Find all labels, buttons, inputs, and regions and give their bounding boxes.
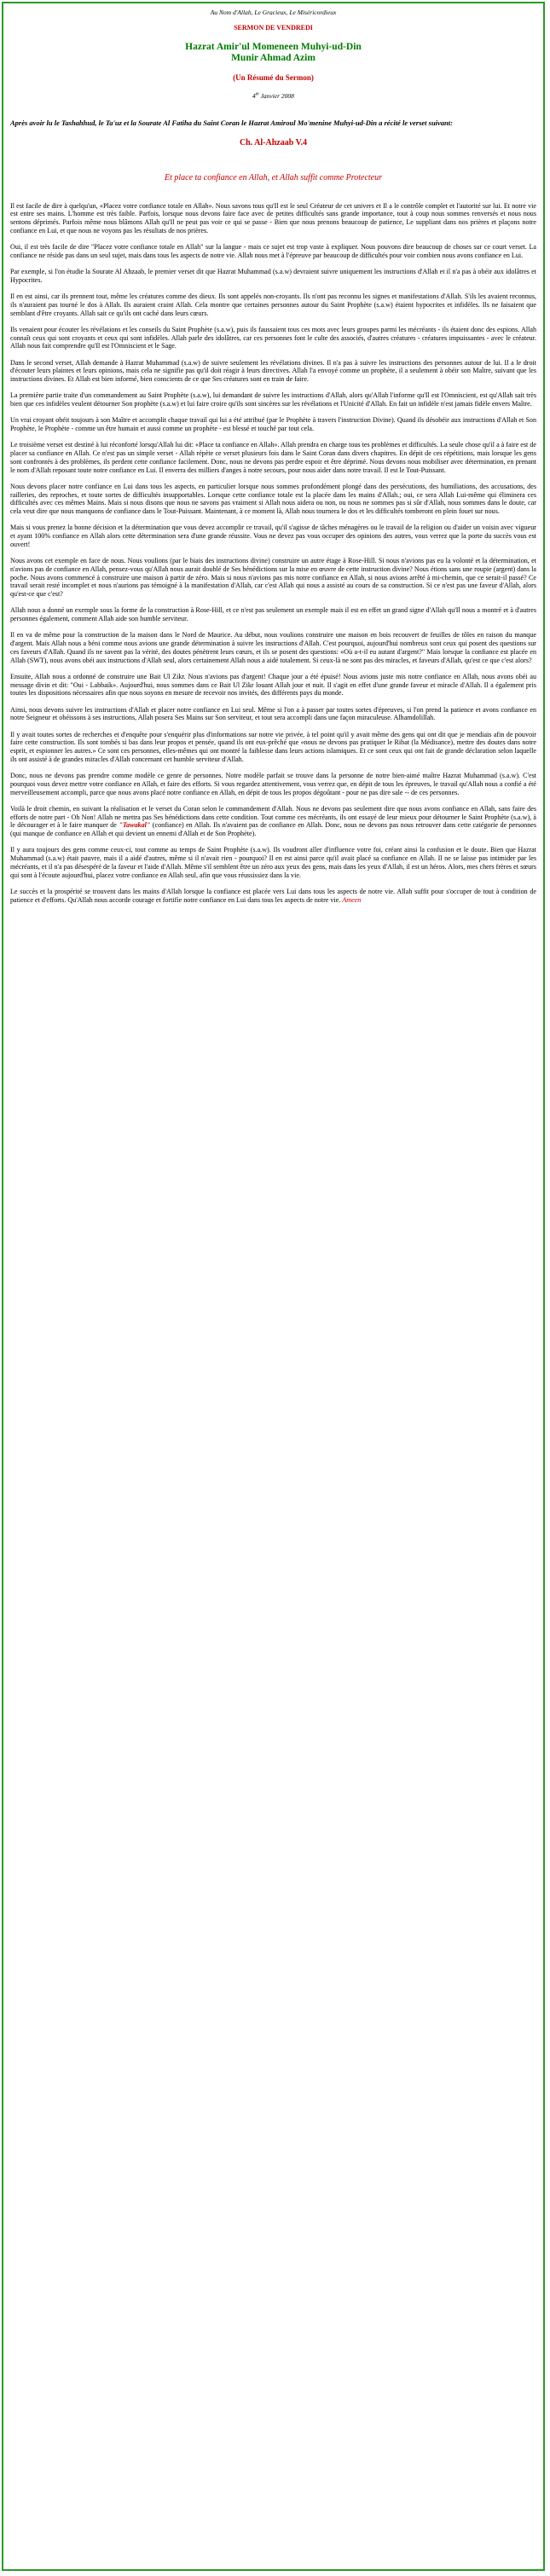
paragraph: [10, 805, 536, 838]
speaker-name-line1: Hazrat Amir'ul Momeneen Muhyi-ud-Din: [185, 42, 362, 52]
paragraph: Donc, nous ne devons pas prendre comme modèle ce genre de personnes. Notre modèle parfait se trouve dans la personne de notre bien-aimé maître Hazrat Muhammad (s.a.w). C'est pourquoi vous devez mettre votre confiance en Allah, et faire des efforts. Si vous regardez attentivement, vous verrez que, en dépit de tous les épreuves, le travail qu'Allah nous a confié a été merveilleusement accompli, parce que nous avons placé notre confiance en Allah, en dépit de tous les propos dégoûtant - pour ne pas dire sale -- de ces personnes.: [10, 772, 536, 796]
paragraph: Un vrai croyant obéit toujours à son Maître et accomplit chaque travail qui lui a été attribué (par le Prophète à travers l'instruction Divine). Quand ils désobéir aux instructions d'Allah et Son Prophète, le Prophète - comme un être humain et aussi comme un prophète - est blessé et touché par tout cela.: [10, 416, 536, 432]
paragraph: Nous devons placer notre confiance en Lui dans tous les aspects, en particulier lorsque nous sommes profondément plongé dans des persécutions, des humiliations, des accusations, des railleries, des reproches, et toute sortes de difficultés insupportables. Lorsque cette confiance totale est la placée dans les mains d'Allah.; oui, ce sera Allah Lui-même qui éliminera ces difficultés avec ces mêmes Mains. Mais si nous disons que nous ne savons pas vraiment si Allah nous aidera ou non, ou nous ne sommes pas si sûr d'Allah, nous sommes dans le doute, car cela veut dire que nous manquons de confiance dans le Tout-Puissant. Maintenant, à ce moment là, Allah nous tournera le dos et les difficultés tomberont en plein fouet sur nous.: [10, 482, 536, 515]
paragraph: Dans le second verset, Allah demande à Hazrat Muhammad (s.a.w) de suivre seulement les révélations divines. Il n'a pas à suivre les instructions des personnes autour de lui. Il a le droit d'écouter leurs plaintes et leurs opinions, mais cela ne signifie pas qu'il doit réagir à leurs directives. Allah l'a envoyé comme un prophète, il a seulement à obéir son Maître, suivant que les instructions divines. Et Allah est bien informé, bien conscients de ce que Ses créatures sont en train de faire.: [10, 358, 536, 383]
tawakal-term: "Tawakal": [119, 821, 151, 830]
paragraph: Oui, il est très facile de dire "Placez votre confiance totale en Allah" sur la langue - mais ce sujet est trop vaste à expliquer. Nous pouvons dire beaucoup de choses sur ce court verset. La confiance ne réside pas dans un seul sujet, mais dans tous les aspects de notre vie. Allah nous met à l'épreuve par beaucoup de difficultés pour voir combien nous avons confiance en Lui.: [10, 243, 536, 259]
paragraph: Il en est ainsi, car ils prennent tout, même les créatures comme des dieux. Ils sont appelés non-croyants. Ils n'ont pas reconnu les signes et manifestations d'Allah. S'ils les avaient reconnus, ils n'auraient pas tourné le dos à Allah. Ils auraient craint Allah. Cela montre que certaines personnes autour du Saint Prophète (s.a.w) étaient hypocrites et infidèles. Ils ne faisaient que semblant d'être croyants. Allah sait ce qu'ils ont caché dans leurs cœurs.: [10, 292, 536, 317]
closing-ameen: Ameen: [342, 895, 362, 904]
summary-label: (Un Résumé du Sermon): [233, 73, 314, 82]
paragraph-text: Le succès et la prospérité se trouvent dans les mains d'Allah lorsque la confiance est placée vers Lui dans tous les aspects de notre vie. Allah suffit pour s'occuper de tout à condition de patience et d'efforts. Qu'Allah nous accorde courage et fortifie notre confiance en Lui dans tous les aspects de notre vie.: [10, 887, 536, 904]
paragraph: [10, 888, 536, 905]
paragraph: Ils venaient pour écouter les révélations et les conseils du Saint Prophète (s.a.w), puis ils faussaient tous ces mots avec leurs groupes parmi les mécréants - ils étaient donc des espions. Allah connaît ceux qui sont croyants et ceux qui sont infidèles. Allah parle des idolâtres, car ces personnes font le culte des associés, d'autres créatures - créatures impuissantes - avec le créateur. Allah nous fait comprendre qu'Il est l'Omniscient et le Sage.: [10, 325, 536, 350]
paragraph: Nous avons cet exemple en face de nous. Nous voulions (par le biais des instructions divine) construire un autre étage à Rose-Hill. Si nous n'avions pas eu la volonté et la détermination, et n'avions pas de confiance en Allah, pensez-vous qu'Allah nous aurait doublé de Ses bénédictions sur la mise en œuvre de cette instruction divine? Nous étions sans une roupie (argent) dans la poche. Nous avons commencé à construire une maison à partir de zéro. Mais si nous n'avions pas mis notre confiance en Allah, si nous avions arrêté à mi-chemin, que ce serait-il passé? Ce travail serait resté incomplet et nous n'aurions pas témoigné à la manifestation d'Allah, car c'est Allah qui nous a assisté au cours de sa construction. Si ce n'est pas une faveur d'Allah, alors qu'est-ce que c'est?: [10, 557, 536, 598]
paragraph: Il y aura toujours des gens comme ceux-ci, tout comme au temps de Saint Prophète (s.a.w). Ils voudront aller d'influence votre foi, créant ainsi la confusion et le doute. Bien que Hazrat Muhammad (s.a.w) était pauvre, mais il a aidé d'autres, même si il n'avait rien - pourquoi? Il en est ainsi parce qu'il avait placé sa confiance en Allah. Il ne se laisse pas intimider par les mécréants, et il n'a pas désespéré de la faveur et l'aide d'Allah. Même s'il semblent être un zéro aux yeux des gens, mais dans les yeux d'Allah, il est un héros. Alors, mes chers frères et sœurs qui sont à l'écoute aujourd'hui, placez votre confiance en Allah seul, afin que vous réussissiez dans la vie.: [10, 846, 536, 879]
intro-text: Après avoir lu le Tashahhud, le Ta'uz et la Sourate Al Fatiha du Saint Coran le Hazrat Amiroul Mo'menine Muhyi-ud-Din a récité le verset suivant:: [10, 119, 453, 127]
verse-reference: Ch. Al-Ahzaab V.4: [239, 137, 308, 148]
sermon-body: [10, 202, 536, 905]
paragraph: Il y avait toutes sortes de recherches et d'enquête pour s'enquérir plus d'informations sur notre vie privée, à tel point qu'il y avait même des gens qui ont dit que je mendiais afin de pouvoir faire cette construction. Ils sont tombés si bas dans leur propos et pensée, quand ils ont eux-prêché que «nous ne devons pas pratiquer le Ribat (la Médisance), mettre des doutes dans notre esprit, et espionner les autres.» Ce sont ces personnes, elles-mêmes qui ont montré la faiblesse dans leurs actions islamiques. Et ce sont ceux qui ont fait de grande déclaration selon laquelle ils ont assisté à de grandes miracles d'Allah concernant cet humble serviteur d'Allah.: [10, 730, 536, 763]
paragraph-text: Voilà le droit chemin, en suivant la réalisation et le verset du Coran selon le commandement d'Allah. Nous ne devons pas seulement dire que nous avons confiance en Allah, sans faire des efforts de notre part - Oh Non! Allah ne mettra pas Ses bénédictions dans cette condition. Tout comme ces mécréants, ils ont essayé de leur mieux pour détourner le Saint Prophète (s.a.w), à le décourager et à le faire manquer de: [10, 804, 536, 830]
sermon-label: SERMON DE VENDREDI: [234, 24, 313, 32]
paragraph: Il est facile de dire à quelqu'un, «Placez votre confiance totale en Allah». Nous savons tous qu'Il est le seul Créateur de cet univers et Il a le contrôle complet et l'autorité sur lui. Et notre vie est entre ses mains. L'homme est très faible. Parfois, lorsque nous devons faire face avec de petites difficultés sans grande importance, tout à coup nous sommes renversés et nous nous sentons déprimés. Parfois même nous blâmons Allah qu'Il ne peut pas voir ce qui se passe - Bien que nous prenons beaucoup de patience, Le suppliant dans nos prières et plaçons notre confiance en Lui, et que nous ne voyons pas les résultats de nos prières.: [10, 201, 536, 234]
paragraph: Ainsi, nous devons suivre les instructions d'Allah et placer notre confiance en Lui seul. Même si l'on a à passer par toutes sortes d'épreuves, si l'on prend la patience et avons confiance en notre Seigneur et obéissons à ses instructions, Allah posera Ses Mains sur Son serviteur, et tout sera accompli dans une façon miraculeuse. Alhamdolillah.: [10, 705, 536, 722]
paragraph: Ensuite, Allah nous a ordonné de construire une Bait Ul Zikr. Nous n'avions pas d'argent! Chaque jour a été épuisé! Nous avions juste mis notre confiance en Allah, nous avons obéi au message divin et dit: "Oui - Labbaik». Aujourd'hui, nous sommes dans ce Bait Ul Zikr louant Allah jour et nuit. Il s'agit en effet d'une grande faveur et miracle d'Allah. Il a également pris toutes les dispositions nécessaires afin que nous soyons en mesure de recevoir nos invités, des différents pays du monde.: [10, 672, 536, 698]
verse-translation: Et place ta confiance en Allah, et Allah suffit comme Protecteur: [164, 172, 383, 182]
paragraph: Allah nous a donné un exemple sous la forme de la construction à Rose-Hill, et ce n'est pas seulement un exemple mais il est en effet un grand signe d'Allah qu'Il nous a montré et à d'autres personnes également, comment Allah aide son humble serviteur.: [10, 606, 536, 622]
paragraph-text: (confiance) en Allah. Ils n'avaient pas de confiance en Allah. Donc, nous ne devons pas nous retrouver dans cette catégorie de personnes (qui manque de confiance en Allah et qui devient un ennemi d'Allah et de Son Prophète).: [10, 821, 537, 837]
bismillah-line: Au Nom d'Allah, Le Gracieux, Le Miséricordieux: [210, 9, 337, 16]
paragraph: Il en va de même pour la construction de la maison dans le Nord de Maurice. Au début, nous voulions construire une maison en bois recouvert de feuilles de tôles en raison du manque d'argent. Mais Allah nous a béni comme nous avions une grande détermination à suivre les instructions d'Allah. C'est pourquoi, aujourd'hui nombreux sont ceux qui posent des questions sur ces faveurs d'Allah. Quand ils ne savent pas la vérité, des doutes pénètrent leurs cœurs, et ils se posent des questions: «Où a-t-il eu autant d'argent?" Mais lorsque la confiance est placée en Allah (SWT), nous avons obéi aux instructions d'Allah seul, alors certainement Allah nous a aidé totalement. Si ceux-là ne sont pas des miracles, et faveurs d'Allah, qu'est ce que c'est alors?: [10, 631, 536, 664]
paragraph: Le troisième verset est destiné à lui réconforté lorsqu'Allah lui dit: «Place ta confiance en Allah». Allah prendra en charge tous tes problèmes et difficultés. La seule chose qu'il a à faire est de placer sa confiance en Allah. Ce n'est pas un simple verset - Allah répète ce verset plusieurs fois dans le Saint Coran dans divers chapitres. En dépit de ces répétitions, mais lorsque les gens sont confrontés à des problèmes, ils perdent cette confiance facilement. Donc, nous ne devons pas perdre espoir et être déprimé. Nous devons nous mobiliser avec détermination, en prenant le nom d'Allah reposant toute notre confiance en Lui. Il enverra des milliers d'anges à notre secours, pour nous aider dans notre travail. Il est le Tout-Puissant.: [10, 441, 536, 474]
document-page: [2, 2, 545, 2571]
sermon-date: 4th Janvier 2008: [252, 92, 294, 100]
paragraph: La première partie traite d'un commandement au Saint Prophète (s.a.w), lui demandant de suivre les instructions d'Allah, alors qu'Allah l'informe qu'Il est l'Omniscient, est qu'Allah sait très bien que ces infidèles veulent détourner Son prophète (s.a.w) et lui faire croire qu'ils sont sincères sur les révélations et l'Unicité d'Allah. En fait un infidèle n'est jamais fidèle envers Maître.: [10, 391, 536, 408]
speaker-name: [10, 42, 536, 64]
speaker-name-line2: Munir Ahmad Azim: [231, 53, 316, 63]
paragraph: Mais si vous prenez la bonne décision et la détermination que vous devez accomplir ce travail, qu'il s'agisse de tâches ménagères ou le travail de la religion ou d'aider un voisin avec vigueur et ayant 100% confiance en Allah alors cette détermination sera d'une grande réussite. Vous ne devez pas vous occuper des opinions des autres, vous verrez que la porte du succès vous est ouvert!: [10, 524, 536, 548]
paragraph: Par exemple, si l'on étudie la Sourate Al Ahzaab, le premier verset dit que Hazrat Muhammad (s.a.w) devraient suivre uniquement les instructions d'Allah et il n'a pas à obéir aux idolâtres et Hypocrites.: [10, 268, 536, 284]
